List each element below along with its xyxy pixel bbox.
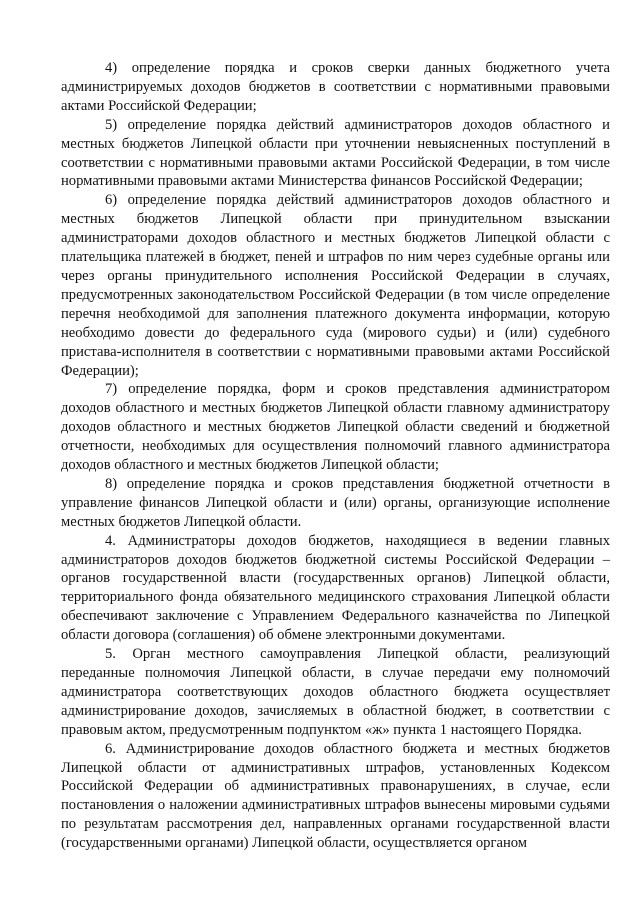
paragraph-point-4: 4. Администраторы доходов бюджетов, находящиеся в ведении главных администраторов доходов бюджетов бюджетной системы Российской Федерации – органов государственной власти (государственных органов) Липецкой области, территориального фонда обязательного медицинского страхования Липецкой области обеспечивают заключение с Управлением Федерального казначейства по Липецкой области договора (соглашения) об обмене электронными документами. bbox=[61, 532, 610, 644]
document-body bbox=[61, 59, 610, 853]
paragraph-item-7: 7) определение порядка, форм и сроков представления администратором доходов областного и местных бюджетов Липецкой области главному администратору доходов областного и местных бюджетов Липецкой области сведений и бюджетной отчетности, необходимых для осуществления полномочий главного администратора доходов областного и местных бюджетов Липецкой области; bbox=[61, 381, 610, 474]
paragraph-item-4: 4) определение порядка и сроков сверки данных бюджетного учета администрируемых доходов бюджетов в соответствии с нормативными правовыми актами Российской Федерации; bbox=[61, 60, 610, 114]
paragraph-point-5: 5. Орган местного самоуправления Липецкой области, реализующий переданные полномочия Липецкой области, в случае передачи ему полномочий администратора соответствующих доходов областного бюджета осуществляет администрирование доходов, зачисляемых в областной бюджет, в соответствии с правовым актом, предусмотренным подпунктом «ж» пункта 1 настоящего Порядка. bbox=[61, 646, 610, 738]
paragraph-item-6: 6) определение порядка действий администраторов доходов областного и местных бюджетов Липецкой области при принудительном взыскании администраторами доходов областного и местных бюджетов Липецкой области с плательщика платежей в бюджет, пеней и штрафов по ним через судебные органы или через органы принудительного исполнения Российской Федерации в случаях, предусмотренных законодательством Российской Федерации (в том числе определение перечня необходимой для заполнения платежного документа информации, которую необходимо довести до федерального суда (мирового судьи) и (или) судебного пристава-исполнителя в соответствии с нормативными правовыми актами Российской Федерации); bbox=[61, 192, 610, 379]
paragraph-point-6: 6. Администрирование доходов областного бюджета и местных бюджетов Липецкой области от административных штрафов, установленных Кодексом Российской Федерации об административных правонарушениях, в случае, если постановления о наложении административных штрафов вынесены мировыми судьями по результатам рассмотрения дел, направленных органами государственной власти (государственными органами) Липецкой области, осуществляется органом bbox=[61, 740, 610, 852]
paragraph-item-5: 5) определение порядка действий администраторов доходов областного и местных бюджетов Липецкой области при уточнении невыясненных поступлений в соответствии с нормативными правовыми актами Российской Федерации, в том числе нормативными правовыми актами Министерства финансов Российской Федерации; bbox=[61, 116, 610, 190]
paragraph-item-8: 8) определение порядка и сроков представления бюджетной отчетности в управление финансов Липецкой области и (или) органы, организующие исполнение местных бюджетов Липецкой области. bbox=[61, 475, 610, 530]
